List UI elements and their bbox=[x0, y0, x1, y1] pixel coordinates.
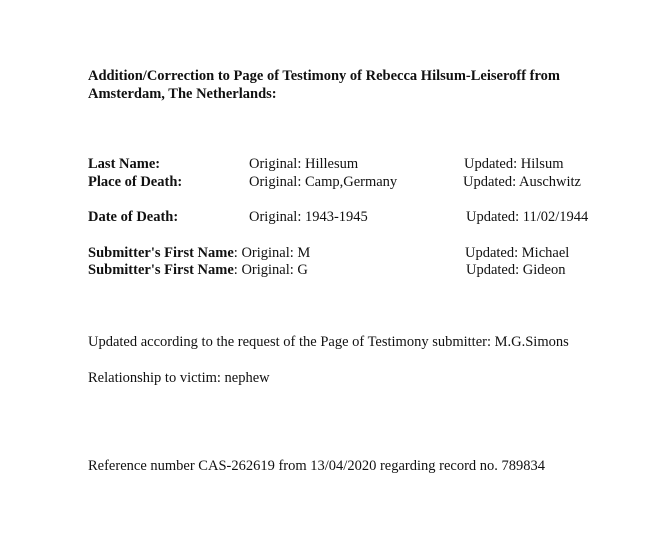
relationship-note: Relationship to victim: nephew bbox=[88, 370, 270, 386]
field-updated-value: Updated: Auschwitz bbox=[463, 174, 581, 190]
field-label-colon: : bbox=[233, 262, 238, 278]
field-row-submitter-first-name-2 bbox=[0, 261, 672, 279]
field-original-value: Original: 1943-1945 bbox=[249, 209, 368, 225]
document-title: Addition/Correction to Page of Testimony of Rebecca Hilsum-Leiseroff from Amsterdam, The Netherlands: bbox=[88, 68, 560, 102]
field-original-value: Original: Camp,Germany bbox=[249, 174, 398, 190]
field-updated-value: Updated: 11/02/1944 bbox=[466, 209, 589, 225]
reference-note: Reference number CAS-262619 from 13/04/2020 regarding record no. 789834 bbox=[88, 458, 546, 474]
field-updated-value: Updated: Gideon bbox=[466, 262, 566, 278]
field-row-date-of-death bbox=[0, 208, 672, 226]
field-label: Place of Death: bbox=[88, 174, 183, 190]
field-label-colon: : bbox=[233, 245, 238, 261]
field-label: Last Name: bbox=[88, 156, 161, 172]
field-original-value: Original: M bbox=[237, 245, 311, 261]
field-label: Submitter's First Name: Original: G bbox=[88, 262, 308, 278]
field-row-last-name bbox=[0, 155, 672, 173]
update-note: Updated according to the request of the Page of Testimony submitter: M.G.Simons bbox=[88, 334, 569, 350]
field-updated-value: Updated: Hilsum bbox=[464, 156, 564, 172]
field-original-value: Original: Hillesum bbox=[249, 156, 359, 172]
field-label: Date of Death: bbox=[88, 209, 179, 225]
field-row-place-of-death bbox=[0, 173, 672, 191]
field-label: Submitter's First Name: Original: M bbox=[88, 245, 311, 261]
field-updated-value: Updated: Michael bbox=[465, 245, 570, 261]
field-original-value: Original: G bbox=[237, 262, 308, 278]
field-row-submitter-first-name bbox=[0, 244, 672, 262]
